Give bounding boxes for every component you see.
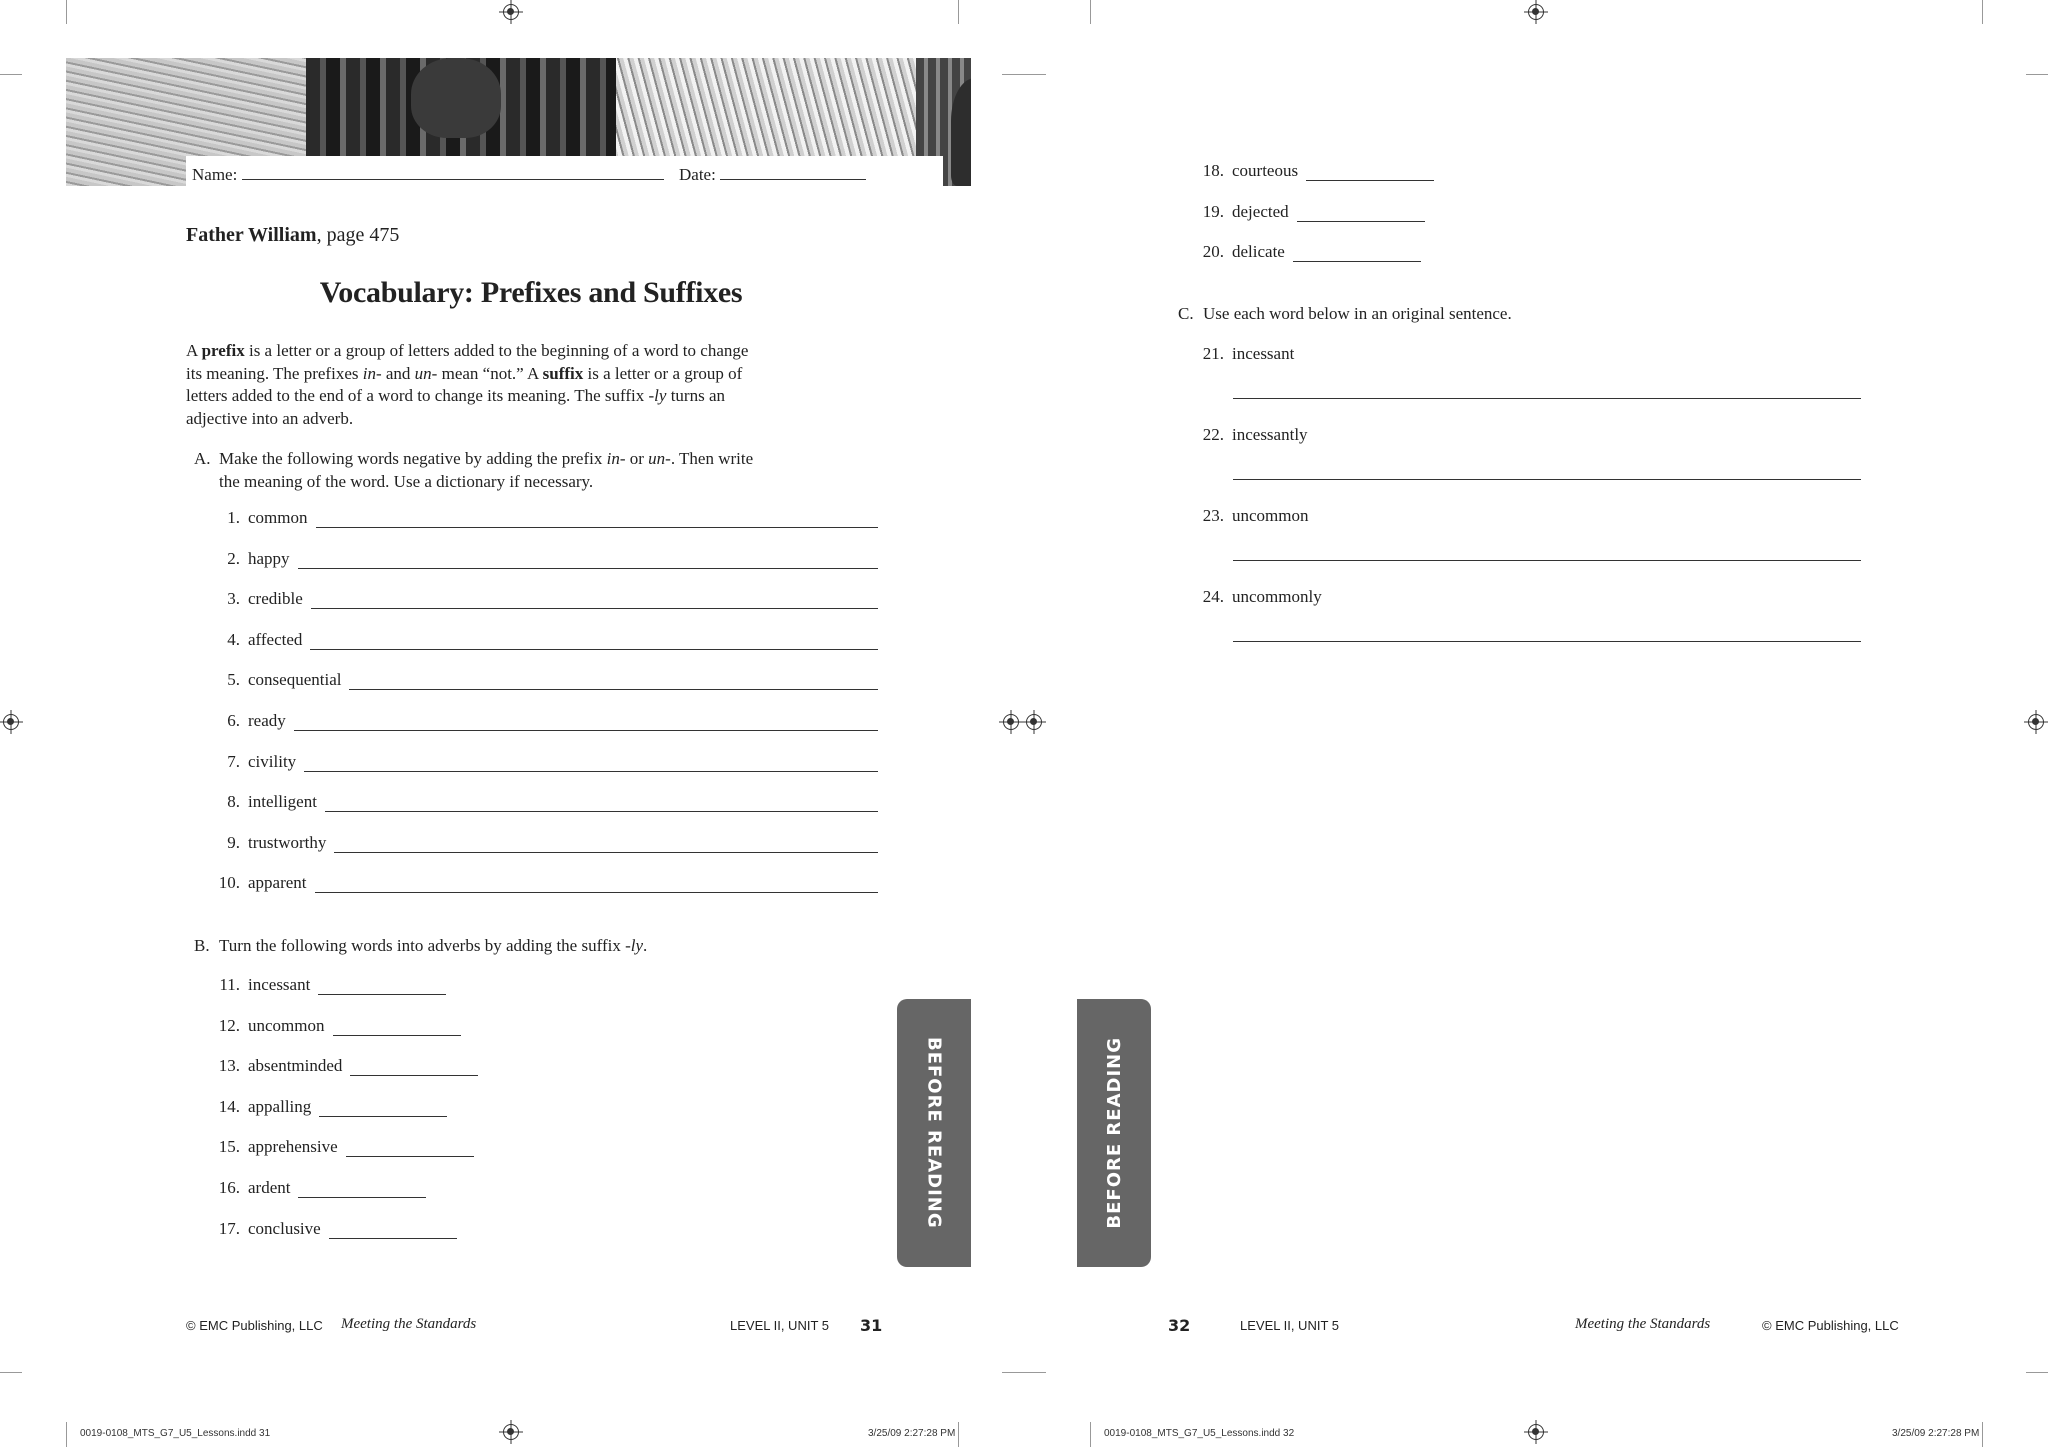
vocab-item[interactable] <box>210 670 878 690</box>
vocab-item[interactable] <box>210 711 878 731</box>
item-number: 24. <box>1202 587 1224 606</box>
vocab-item[interactable] <box>210 589 878 609</box>
crop-mark <box>0 74 22 75</box>
section-c-instructions: C. Use each word below in an original sentence. <box>1178 303 1798 326</box>
registration-mark <box>1026 714 1042 730</box>
sentence-item <box>1194 425 1308 445</box>
answer-blank[interactable] <box>316 514 879 528</box>
vocab-item[interactable] <box>210 549 878 569</box>
item-number: 9. <box>227 832 240 852</box>
answer-blank[interactable] <box>310 636 878 650</box>
vocab-item[interactable] <box>210 630 878 650</box>
item-number: 20. <box>1202 242 1224 262</box>
answer-blank[interactable] <box>349 676 878 690</box>
sentence-item <box>1194 506 1309 526</box>
crop-mark <box>1090 1422 1091 1447</box>
vocab-item[interactable] <box>1194 161 1434 181</box>
crop-mark <box>958 1422 959 1447</box>
item-number: 3. <box>227 589 240 609</box>
page-title: Vocabulary: Prefixes and Suffixes <box>319 276 743 309</box>
vocab-item[interactable] <box>210 1056 478 1076</box>
item-word: ready <box>248 711 286 730</box>
registration-mark <box>503 4 519 20</box>
answer-blank[interactable] <box>333 1022 461 1036</box>
vocab-item[interactable] <box>210 873 878 893</box>
answer-blank[interactable] <box>350 1062 478 1076</box>
footer-publisher: © EMC Publishing, LLC <box>186 1318 323 1333</box>
item-number: 1. <box>227 508 240 527</box>
answer-blank[interactable] <box>346 1143 474 1157</box>
footer-series: Meeting the Standards <box>341 1316 477 1332</box>
vocab-item[interactable] <box>210 1219 457 1239</box>
item-word: absentminded <box>248 1056 343 1076</box>
item-word: civility <box>248 751 297 771</box>
item-word: trustworthy <box>248 832 327 852</box>
answer-blank[interactable] <box>318 981 446 995</box>
vocab-item[interactable] <box>210 1097 447 1117</box>
crop-mark <box>2026 1372 2048 1373</box>
crop-mark <box>66 1422 67 1447</box>
item-number: 2. <box>227 548 240 568</box>
vocab-item[interactable] <box>210 833 878 853</box>
footer-level: LEVEL II, UNIT 5 <box>730 1318 829 1333</box>
item-word: apparent <box>248 873 307 893</box>
name-label: Name: <box>192 165 238 184</box>
item-number: 5. <box>227 670 240 690</box>
vocab-item[interactable] <box>210 752 878 772</box>
item-word: conclusive <box>248 1218 321 1238</box>
page-number: 31 <box>860 1316 883 1335</box>
item-number: 23. <box>1202 506 1224 525</box>
sentence-blank[interactable] <box>1233 560 1861 561</box>
answer-blank[interactable] <box>311 595 878 609</box>
item-word: consequential <box>248 670 342 690</box>
answer-blank[interactable] <box>298 555 878 569</box>
item-number: 10. <box>218 873 240 893</box>
answer-blank[interactable] <box>1297 208 1425 222</box>
sentence-item <box>1194 344 1294 364</box>
answer-blank[interactable] <box>325 798 878 812</box>
student-photo <box>411 58 501 138</box>
source-page: , page 475 <box>316 224 400 246</box>
print-slug-date: 3/25/09 2:27:28 PM <box>868 1428 956 1439</box>
item-word: uncommon <box>248 1015 325 1035</box>
registration-mark <box>3 714 19 730</box>
item-word: uncommon <box>1232 506 1309 525</box>
crop-mark <box>1982 0 1983 24</box>
answer-blank[interactable] <box>1293 248 1421 262</box>
answer-blank[interactable] <box>315 879 878 893</box>
section-letter: B. <box>194 936 210 955</box>
crop-mark <box>1002 74 1046 75</box>
source-reference <box>186 224 399 247</box>
item-number: 22. <box>1202 425 1224 444</box>
section-a-instructions: A. Make the following words negative by adding the prefix in- or un-. Then write the meaning of the word. Use a dictionary if necessary. <box>194 449 754 491</box>
print-slug-file: 0019-0108_MTS_G7_U5_Lessons.indd 31 <box>80 1428 271 1439</box>
item-word: affected <box>248 629 303 649</box>
date-blank[interactable] <box>720 164 866 180</box>
answer-blank[interactable] <box>1306 167 1434 181</box>
registration-mark <box>2028 714 2044 730</box>
print-slug-file: 0019-0108_MTS_G7_U5_Lessons.indd 32 <box>1104 1428 1295 1439</box>
item-number: 13. <box>218 1056 240 1076</box>
answer-blank[interactable] <box>298 1184 426 1198</box>
crop-mark <box>1982 1422 1983 1447</box>
item-number: 17. <box>218 1218 240 1238</box>
term-suffix: suffix <box>542 363 584 383</box>
item-word: common <box>248 508 308 527</box>
item-word: credible <box>248 589 303 609</box>
footer-publisher: © EMC Publishing, LLC <box>1762 1318 1899 1333</box>
item-word: uncommonly <box>1232 587 1322 606</box>
item-word: dejected <box>1232 201 1289 221</box>
section-b-instructions: B. Turn the following words into adverbs by adding the suffix -ly. <box>194 935 794 958</box>
item-number: 6. <box>227 711 240 730</box>
section-letter: C. <box>1178 304 1194 323</box>
before-reading-tab: BEFORE READING <box>897 999 971 1267</box>
sentence-blank[interactable] <box>1233 398 1861 399</box>
item-word: happy <box>248 548 290 568</box>
item-word: ardent <box>248 1178 291 1197</box>
answer-blank[interactable] <box>319 1103 447 1117</box>
crop-mark <box>66 0 67 24</box>
date-field[interactable] <box>679 164 866 185</box>
name-blank[interactable] <box>242 164 664 180</box>
answer-blank[interactable] <box>329 1225 457 1239</box>
vocab-item[interactable] <box>210 1016 461 1036</box>
term-prefix: prefix <box>201 341 245 360</box>
item-number: 7. <box>227 751 240 771</box>
vocab-item[interactable] <box>210 508 878 528</box>
name-field[interactable] <box>192 164 664 185</box>
footer-series: Meeting the Standards <box>1575 1316 1711 1332</box>
answer-blank[interactable] <box>294 717 878 731</box>
date-label: Date: <box>679 165 716 184</box>
item-number: 11. <box>219 975 240 994</box>
section-letter: A. <box>194 449 211 468</box>
footer-level: LEVEL II, UNIT 5 <box>1240 1318 1339 1333</box>
registration-mark <box>1528 1424 1544 1440</box>
vocab-item[interactable] <box>210 792 878 812</box>
registration-mark <box>1528 4 1544 20</box>
source-title: Father William <box>186 224 317 246</box>
item-word: incessantly <box>1232 425 1308 444</box>
answer-blank[interactable] <box>304 758 878 772</box>
item-word: appalling <box>248 1096 312 1116</box>
answer-blank[interactable] <box>334 839 878 853</box>
crop-mark <box>2026 74 2048 75</box>
item-word: incessant <box>248 975 311 994</box>
item-number: 16. <box>218 1178 240 1197</box>
vocab-item[interactable] <box>1194 242 1421 262</box>
item-number: 15. <box>218 1137 240 1157</box>
item-number: 19. <box>1202 201 1224 221</box>
before-reading-tab: BEFORE READING <box>1077 999 1151 1267</box>
intro-paragraph: A prefix is a letter or a group of letters added to the beginning of a word to change its meaning. The prefixes in- and un- mean “not.” A suffix is a letter or a group of letters added to the end of a word to change its meaning. The suffix -ly turns an adjective into an adverb. <box>186 341 749 428</box>
item-number: 8. <box>227 792 240 812</box>
page-number: 32 <box>1168 1316 1191 1335</box>
item-word: intelligent <box>248 792 317 812</box>
vocab-item[interactable] <box>210 975 446 995</box>
item-number: 21. <box>1202 344 1224 363</box>
vocab-item[interactable] <box>1194 202 1425 222</box>
item-word: delicate <box>1232 242 1285 262</box>
item-number: 18. <box>1202 161 1224 180</box>
item-word: incessant <box>1232 344 1295 363</box>
item-number: 4. <box>227 629 240 649</box>
registration-mark <box>1003 714 1019 730</box>
sentence-blank[interactable] <box>1233 641 1861 642</box>
item-number: 12. <box>218 1015 240 1035</box>
crop-mark <box>1090 0 1091 24</box>
vocab-item[interactable] <box>210 1137 474 1157</box>
sentence-blank[interactable] <box>1233 479 1861 480</box>
crop-mark <box>958 0 959 24</box>
sentence-item <box>1194 587 1322 607</box>
print-slug-date: 3/25/09 2:27:28 PM <box>1892 1428 1980 1439</box>
crop-mark <box>0 1372 22 1373</box>
item-word: apprehensive <box>248 1137 338 1157</box>
crop-mark <box>1002 1372 1046 1373</box>
registration-mark <box>503 1424 519 1440</box>
item-number: 14. <box>218 1096 240 1116</box>
vocab-item[interactable] <box>210 1178 426 1198</box>
item-word: courteous <box>1232 161 1299 180</box>
